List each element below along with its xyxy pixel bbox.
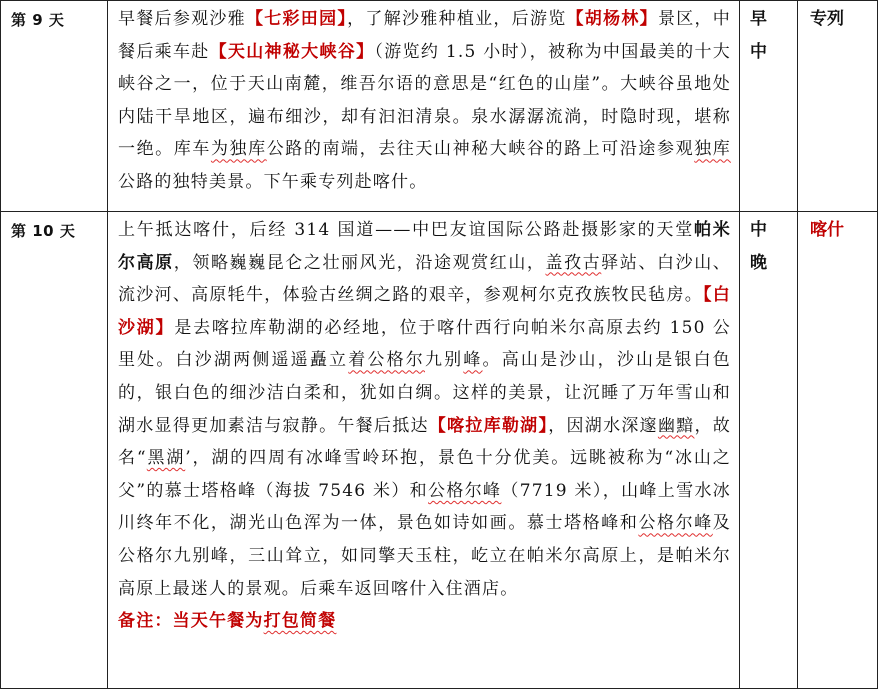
highlight-place: 帕米尔高原 <box>118 220 731 273</box>
day-description: 上午抵达喀什，后经 314 国道——中巴友谊国际公路赴摄影家的天堂帕米尔高原，领略巍巍昆仑之壮丽风光，沿途观赏红山，盖孜古驿站、白沙山、流沙河、高原牦牛，体验古丝绸之路的艰辛，参观柯尔克孜族牧民毡房。【白沙湖】是去喀拉库勒湖的必经地，位于喀什西行向帕米尔高原去约 150 公里处。白沙湖两侧遥遥矗立着公格尔九别峰。高山是沙山，沙山是银白色的，银白色的细沙洁白柔和，犹如白绸。这样的美景，让沉睡了万年雪山和湖水显得更加素洁与寂静。午餐后抵达【喀拉库勒湖】，因湖水深邃幽黯，故名“黑湖’，湖的四周有冰峰雪岭环抱，景色十分优美。远眺被称为“冰山之父”的慕士塔格峰（海拔 7546 米）和公格尔峰（7719 米），山峰上雪水冰川终年不化，湖光山色浑为一体，景色如诗如画。慕士塔格峰和公格尔峰及公格尔九别峰，三山耸立，如同擎天玉柱，屹立在帕米尔高原上，是帕米尔高原上最迷人的景观。后乘车返回喀什入住酒店。 备注：当天午餐为打包简餐 <box>108 212 740 689</box>
spellcheck-underline: 幽黯 <box>657 415 695 436</box>
day-description: 早餐后参观沙雅【七彩田园】，了解沙雅种植业，后游览【胡杨林】景区，中餐后乘车赴【天山神秘大峡谷】（游览约 1.5 小时），被称为中国最美的十大峡谷之一，位于天山南麓，维吾尔语的意思是“红色的山崖”。大峡谷虽地处内陆干旱地区，遍布细沙，却有汩汩清泉。泉水潺潺流淌，时隐时现，堪称一绝。库车为独库公路的南端，去往天山神秘大峡谷的路上可沿途参观独库公路的独特美景。下午乘专列赴喀什。 <box>108 1 740 212</box>
spellcheck-underline: 为独库 <box>210 139 267 160</box>
attraction-name: 【白沙湖】 <box>118 285 731 338</box>
itinerary-row-day-10 <box>1 212 878 689</box>
attraction-name: 【胡杨林】 <box>566 9 658 29</box>
attraction-name: 【喀拉库勒湖】 <box>428 415 549 436</box>
meals-cell <box>740 212 798 689</box>
meal-item: 中 <box>750 41 767 62</box>
attraction-name: 【七彩田园】 <box>245 9 348 29</box>
spellcheck-underline: 盖孜古 <box>545 252 602 273</box>
meal-remark: 备注：当天午餐为打包简餐 <box>118 611 337 632</box>
spellcheck-underline: 峰 <box>463 350 483 371</box>
meal-item: 早 <box>750 9 767 29</box>
spellcheck-underline: 黑湖 <box>146 448 186 469</box>
meal-item: 中 <box>750 220 767 240</box>
spellcheck-underline: 公格尔峰 <box>638 513 713 534</box>
day-label: 第 9 天 <box>1 1 108 212</box>
spellcheck-underline: 着公格尔 <box>348 350 425 371</box>
spellcheck-underline: 公格尔峰 <box>428 480 502 501</box>
meals-cell <box>740 1 798 212</box>
transport-cell: 专列 <box>798 1 878 212</box>
spellcheck-underline: 打包简餐 <box>263 611 337 632</box>
spellcheck-underline: 独库 <box>694 139 731 160</box>
attraction-name: 【天山神秘大峡谷】 <box>209 41 375 62</box>
day-label: 第 10 天 <box>1 212 108 689</box>
meal-item: 晚 <box>750 252 767 273</box>
accommodation-cell: 喀什 <box>798 212 878 689</box>
itinerary-row-day-9 <box>1 1 878 212</box>
